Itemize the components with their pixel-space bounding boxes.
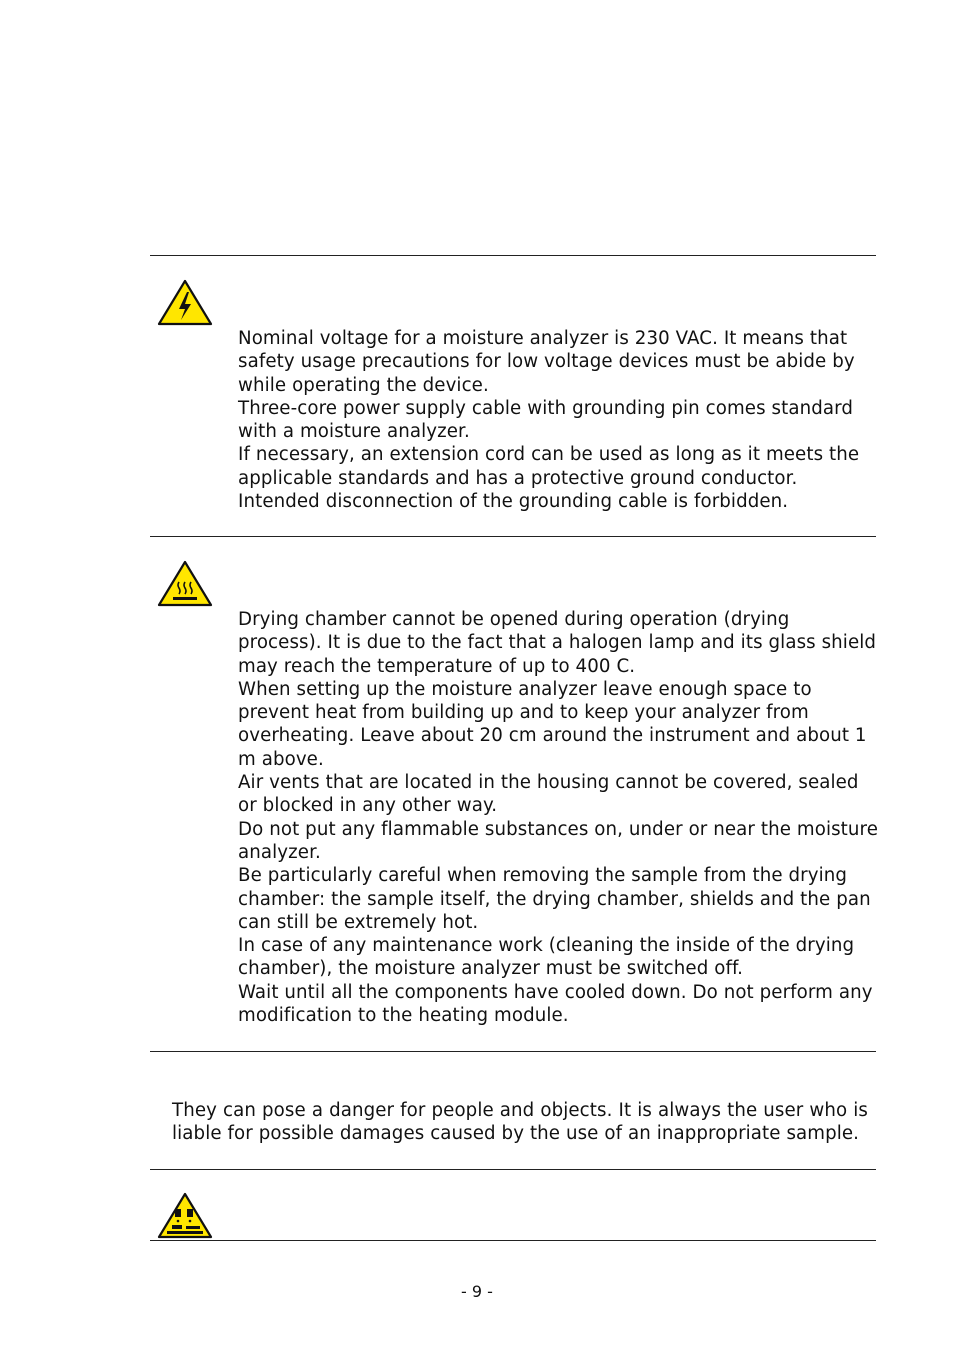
electrical-paragraph: Nominal voltage for a moisture analyzer is 230 VAC. It means that safety usage precautions for low voltage devices must be abide by while operating the device. <box>238 328 855 396</box>
section-rule <box>150 1051 876 1052</box>
section-rule <box>150 1169 876 1170</box>
sample-notice: They can pose a danger for people and objects. It is always the user who is liable for possible damages caused by the use of an inappropriate sample. <box>172 1100 868 1145</box>
hot-surface-warning-icon <box>157 560 213 608</box>
heat-paragraph: When setting up the moisture analyzer leave enough space to prevent heat from building up and to keep your analyzer from overheating. Leave about 20 cm around the instrument and about 1 m above. <box>238 678 867 770</box>
electrical-paragraph: If necessary, an extension cord can be used as long as it meets the applicable standards and has a protective ground conductor. <box>238 444 860 489</box>
heat-paragraph: Air vents that are located in the housing cannot be covered, sealed or blocked in any other way. <box>238 772 859 817</box>
corrosive-substance-warning-icon <box>157 1192 213 1240</box>
heat-paragraph: Drying chamber cannot be opened during operation (drying process). It is due to the fact that a halogen lamp and its glass shield may reach the temperature of up to 400 C. <box>238 609 877 677</box>
heat-paragraph: Be particularly careful when removing the sample from the drying chamber: the sample itself, the drying chamber, shields and the pan can still be extremely hot. <box>238 865 871 933</box>
section-rule <box>150 536 876 537</box>
heat-paragraph: Do not put any flammable substances on, under or near the moisture analyzer. <box>238 818 879 863</box>
electrical-safety-text <box>238 327 878 513</box>
heat-warning-icon-wrap <box>157 560 213 608</box>
page-number: - 9 - <box>461 1282 493 1301</box>
heat-paragraph: Wait until all the components have cooled down. Do not perform any modification to the heating module. <box>238 981 873 1027</box>
high-voltage-warning-icon <box>157 279 213 327</box>
electrical-paragraph: Intended disconnection of the grounding cable is forbidden. <box>238 491 789 513</box>
electrical-paragraph: Three-core power supply cable with grounding pin comes standard with a moisture analyzer. <box>238 397 854 443</box>
corrosive-warning-icon-wrap <box>157 1192 213 1240</box>
top-rule <box>150 255 876 256</box>
heat-paragraph: In case of any maintenance work (cleaning the inside of the drying chamber), the moisture analyzer must be switched off. <box>238 935 855 980</box>
heat-safety-text <box>238 608 878 1027</box>
bottom-rule <box>150 1240 876 1241</box>
electrical-warning-icon-wrap <box>157 279 213 327</box>
